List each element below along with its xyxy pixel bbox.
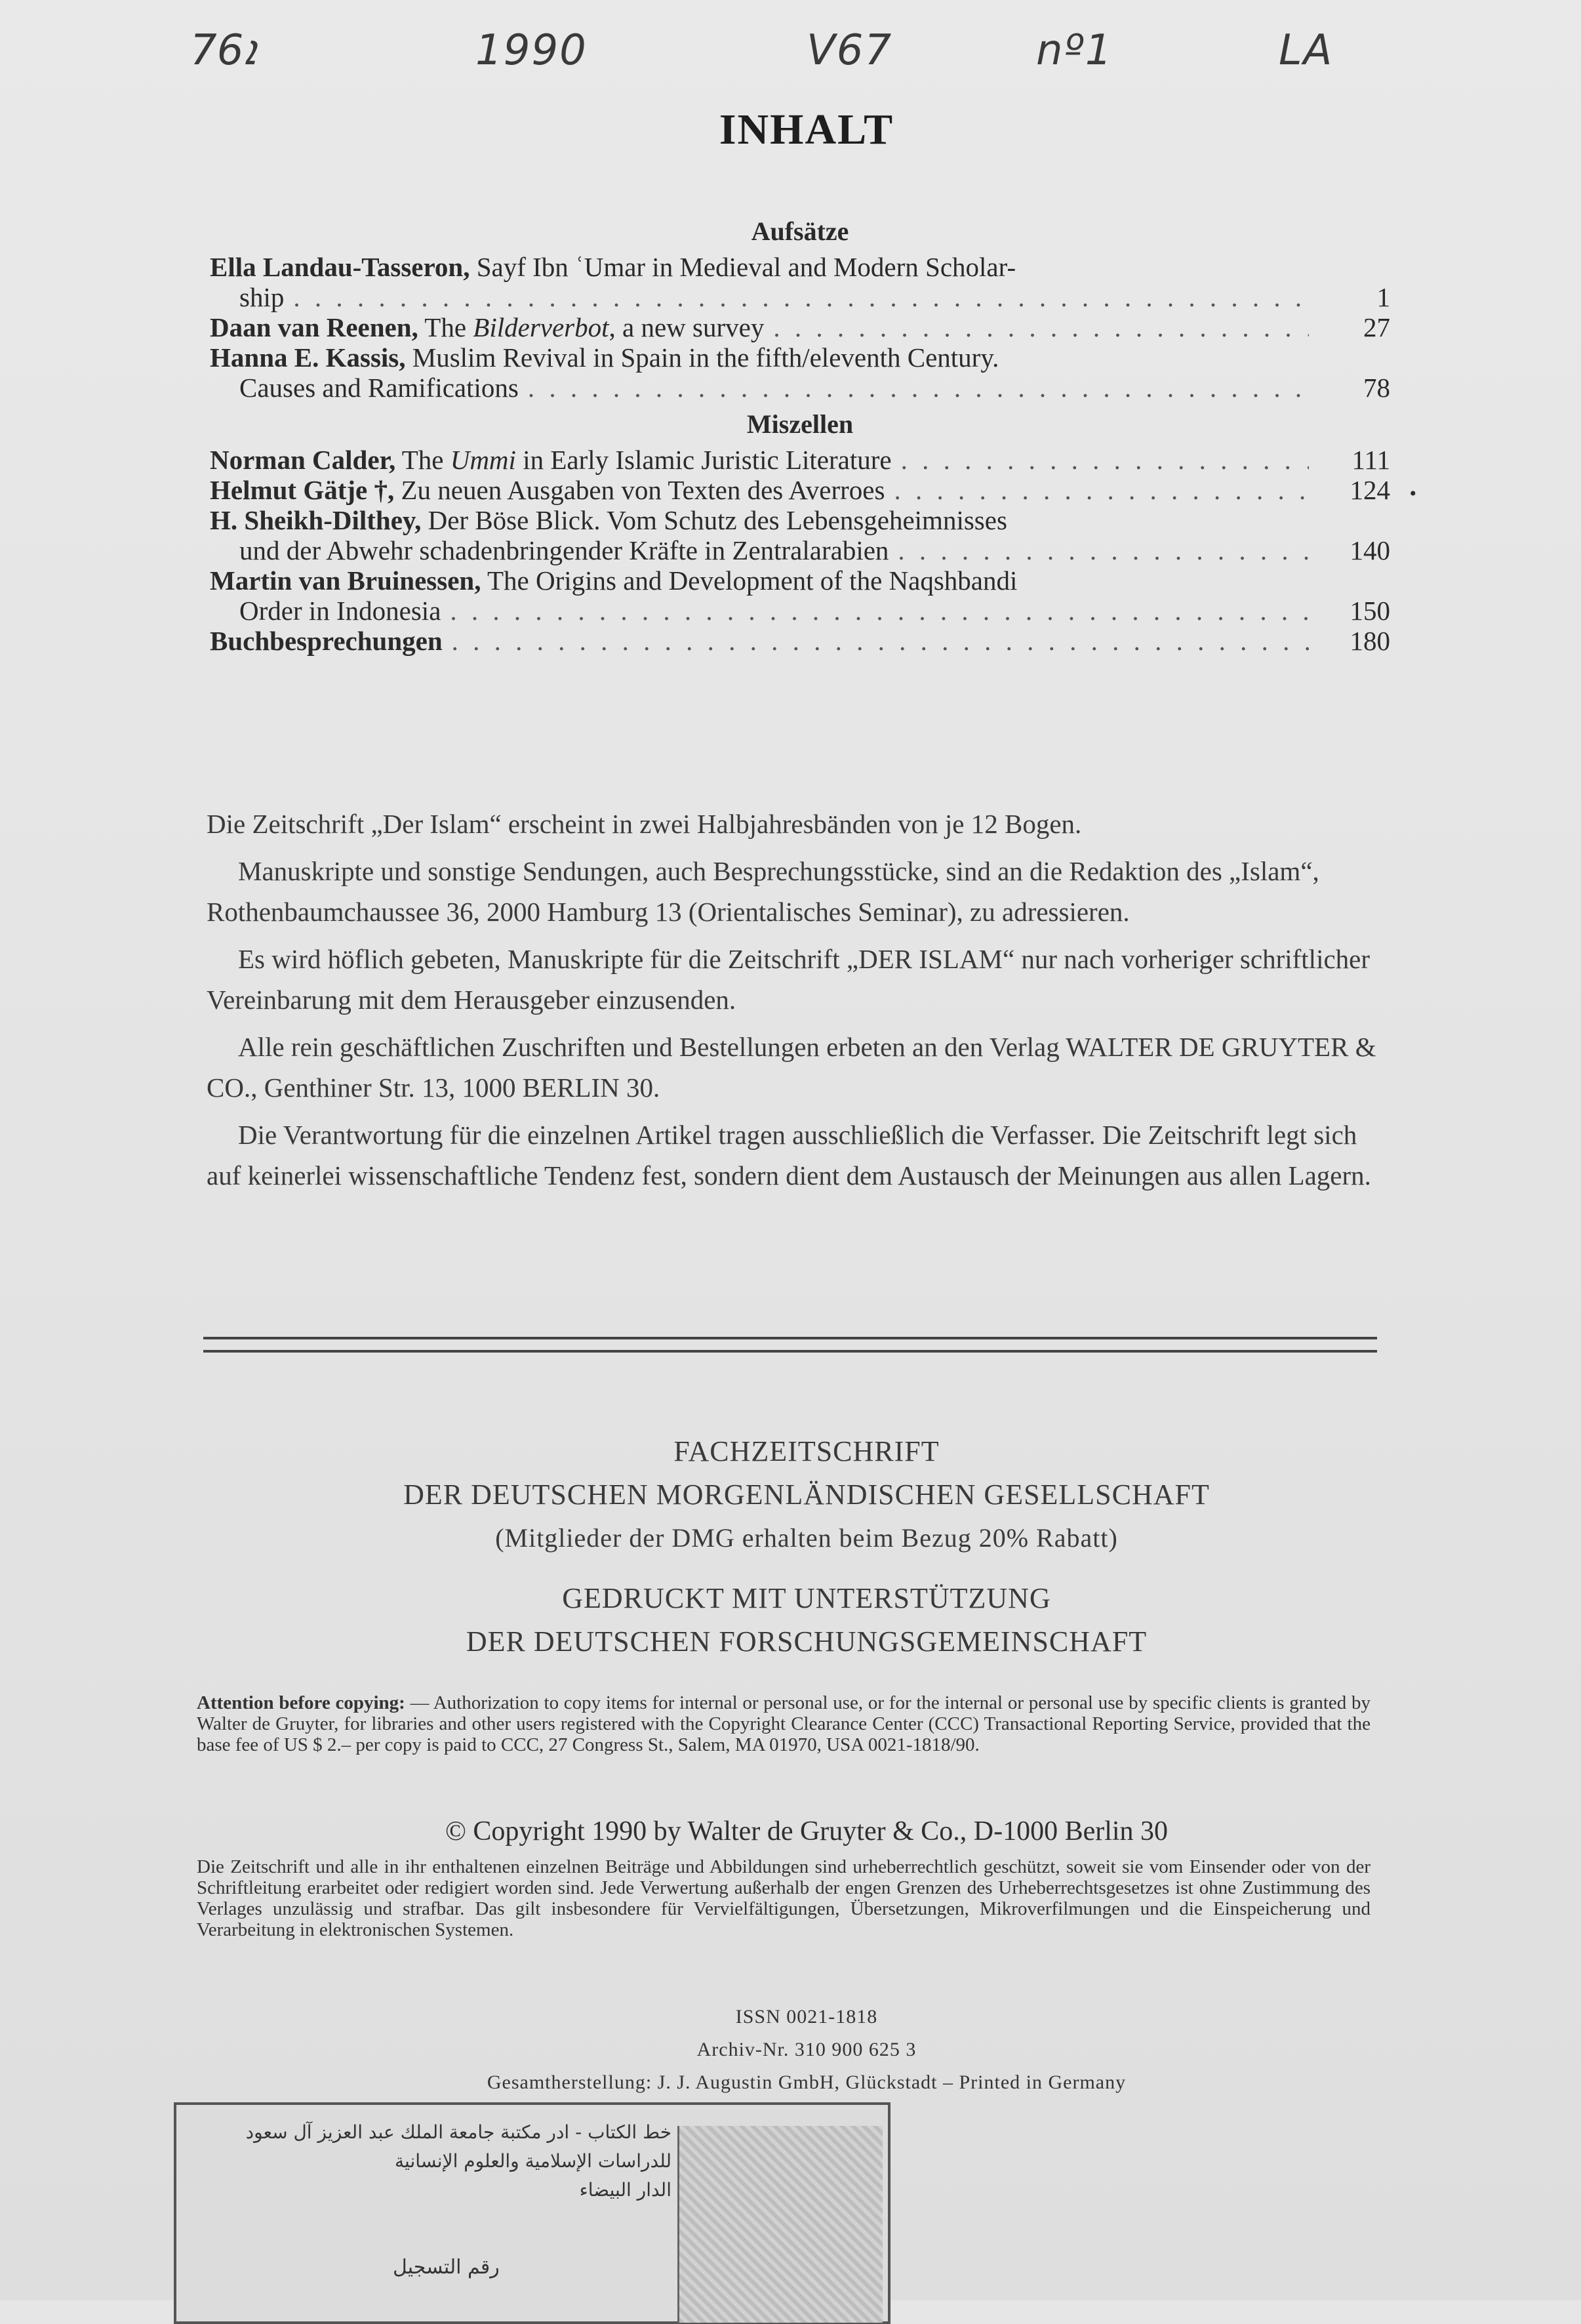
toc-page: 1 [1376,282,1390,312]
printer-line: Gesamtherstellung: J. J. Augustin GmbH, Glückstadt – Printed in Germany [487,2071,1127,2093]
stamp-image [677,2126,883,2323]
page-title: INHALT [719,106,894,153]
copying-notice [197,1692,1371,1755]
issn: ISSN 0021-1818 [735,2006,878,2028]
info-paragraph: Alle rein geschäftlichen Zuschriften und Bestellungen erbeten an den Verlag WALTER DE GRUYTER & CO., Genthiner Str. 13, 1000 BERLIN 30. [207,1032,1376,1103]
toc-page: 27 [1363,312,1390,342]
publication-ids [0,2001,1581,2099]
toc-title: Der Böse Blick. Vom Schutz des Lebensgeheimnisses [421,505,1007,535]
divider [203,1350,1377,1353]
handwritten-volume: V67 [807,26,893,75]
info-paragraph: Manuskripte und sonstige Sendungen, auch Besprechungsstücke, sind an die Redaktion des „Islam“, Rothenbaumchaussee 36, 2000 Hamburg 13 (Orientalisches Seminar), zu adressieren. [207,856,1319,927]
toc-entry [210,475,1416,505]
toc-entry [210,252,1390,312]
notice-line: DER DEUTSCHEN FORSCHUNGSGEMEINSCHAFT [466,1625,1148,1658]
leader-dots [450,596,1309,626]
table-of-contents [210,216,1416,656]
notice-line: DER DEUTSCHEN MORGENLÄNDISCHEN GESELLSCHAFT [403,1478,1210,1511]
toc-title: Buchbesprechungen [210,626,443,656]
handwritten-issue: nº1 [1036,26,1113,75]
toc-author: Ella Landau-Tasseron, [210,252,470,282]
toc-page: 140 [1350,535,1390,565]
toc-title: Zu neuen Ausgaben von Texten des Averroes [394,475,885,505]
society-notice [0,1430,1581,1663]
toc-title-italic: Ummi [450,445,516,475]
notice-line: FACHZEITSCHRIFT [673,1435,940,1467]
info-paragraph: Die Verantwortung für die einzelnen Artikel tragen ausschließlich die Verfasser. Die Zeitschrift legt sich auf keinerlei wissenschaftliche Tendenz fest, sondern dient dem Austausch der Meinungen aus allen Lagern. [207,1120,1371,1191]
toc-title-cont: Causes and Ramifications [239,373,519,403]
stamp-registration: رقم التسجيل [393,2256,500,2279]
stamp-line: للدراسات الإسلامية والعلوم الإنسانية [395,2150,671,2172]
handwritten-mark: ܐ76 [190,26,256,75]
toc-title: The [395,445,450,475]
toc-title-italic: Bilderverbot [473,312,609,342]
notice-line: GEDRUCKT MIT UNTERSTÜTZUNG [562,1582,1051,1614]
toc-page: 150 [1350,596,1390,626]
copying-notice-text: — Authorization to copy items for internal or personal use, or for the internal or personal use by specific clients is granted by Walter de Gruyter, for libraries and other users registered with the Copyright Clearance Center (CCC) Transactional Reporting Service, provided that the base fee of US $ 2.– per copy is paid to CCC, 27 Congress St., Salem, MA 01970, USA 0021-1818/90. [197,1692,1371,1755]
notice-line: (Mitglieder der DMG erhalten beim Bezug 20% Rabatt) [495,1523,1118,1553]
toc-author: Martin van Bruinessen, [210,565,481,596]
toc-title-cont: Order in Indonesia [239,596,441,626]
toc-page: 124 [1350,475,1390,505]
toc-entry [210,505,1390,565]
toc-author: Helmut Gätje †, [210,475,395,505]
toc-author: Hanna E. Kassis, [210,342,406,373]
leader-dots [894,475,1309,505]
library-stamp [174,2102,891,2324]
toc-entry [210,626,1390,656]
toc-title: , a new survey [609,312,765,342]
copyright-line: © Copyright 1990 by Walter de Gruyter & Co., D-1000 Berlin 30 [445,1816,1169,1846]
toc-title-cont: und der Abwehr schadenbringender Kräfte in Zentralarabien [239,535,889,565]
stamp-line: الدار البيضاء [579,2179,671,2201]
handwritten-year: 1990 [475,26,588,75]
divider [203,1337,1377,1339]
section-heading-aufsaetze: Aufsätze [751,216,849,246]
leader-dots [293,282,1309,312]
leader-dots [528,373,1309,403]
toc-entry [210,565,1390,626]
toc-author: Daan van Reenen, [210,312,418,342]
toc-entry [210,342,1390,403]
rights-notice: Die Zeitschrift und alle in ihr enthaltenen einzelnen Beiträge und Abbildungen sind urheberrechtlich geschützt, soweit sie vom Einsender oder von der Schriftleitung erarbeitet oder redigiert worden sind. Jede Verwertung außerhalb der engen Grenzen des Urheberrechtsgesetzes ist ohne Zustimmung des Verlages unzulässig und strafbar. Das gilt insbesondere für Vervielfältigungen, Übersetzungen, Mikroverfilmungen und die Einspeicherung und Verarbeitung in elektronischen Systemen. [197,1856,1371,1940]
copying-notice-lead: Attention before copying: [197,1692,405,1713]
toc-entry [210,445,1390,475]
stamp-text [212,2118,671,2205]
toc-title: The [418,312,473,342]
toc-title: in Early Islamic Juristic Literature [515,445,892,475]
toc-title: Sayf Ibn ʿUmar in Medieval and Modern Scholar- [470,252,1016,282]
toc-entry [210,312,1390,342]
archive-number: Archiv-Nr. 310 900 625 3 [696,2039,917,2060]
toc-page: 180 [1350,626,1390,656]
leader-dots [773,312,1309,342]
toc-title-cont: ship [239,282,285,312]
toc-author: H. Sheikh-Dilthey, [210,505,422,535]
stamp-line: خط الكتاب - ادر مكتبة جامعة الملك عبد العزيز آل سعود [245,2121,671,2143]
leader-dots [898,535,1309,565]
info-paragraph: Es wird höflich gebeten, Manuskripte für die Zeitschrift „DER ISLAM“ nur nach vorheriger schriftlicher Vereinbarung mit dem Herausgeber einzusenden. [207,944,1371,1015]
handwritten-code: LA [1279,26,1334,75]
section-heading-miszellen: Miszellen [746,409,854,439]
toc-page: 111 [1351,445,1390,475]
journal-information [207,804,1380,1202]
leader-dots [901,445,1309,475]
info-paragraph: Die Zeitschrift „Der Islam“ erscheint in zwei Halbjahresbänden von je 12 Bogen. [207,809,1082,839]
toc-page: 78 [1363,373,1390,403]
leader-dots [452,626,1309,656]
toc-title: Muslim Revival in Spain in the fifth/eleventh Century. [405,342,999,373]
toc-author: Norman Calder, [210,445,396,475]
toc-title: The Origins and Development of the Naqshbandi [481,565,1018,596]
margin-mark: • [1409,483,1416,504]
